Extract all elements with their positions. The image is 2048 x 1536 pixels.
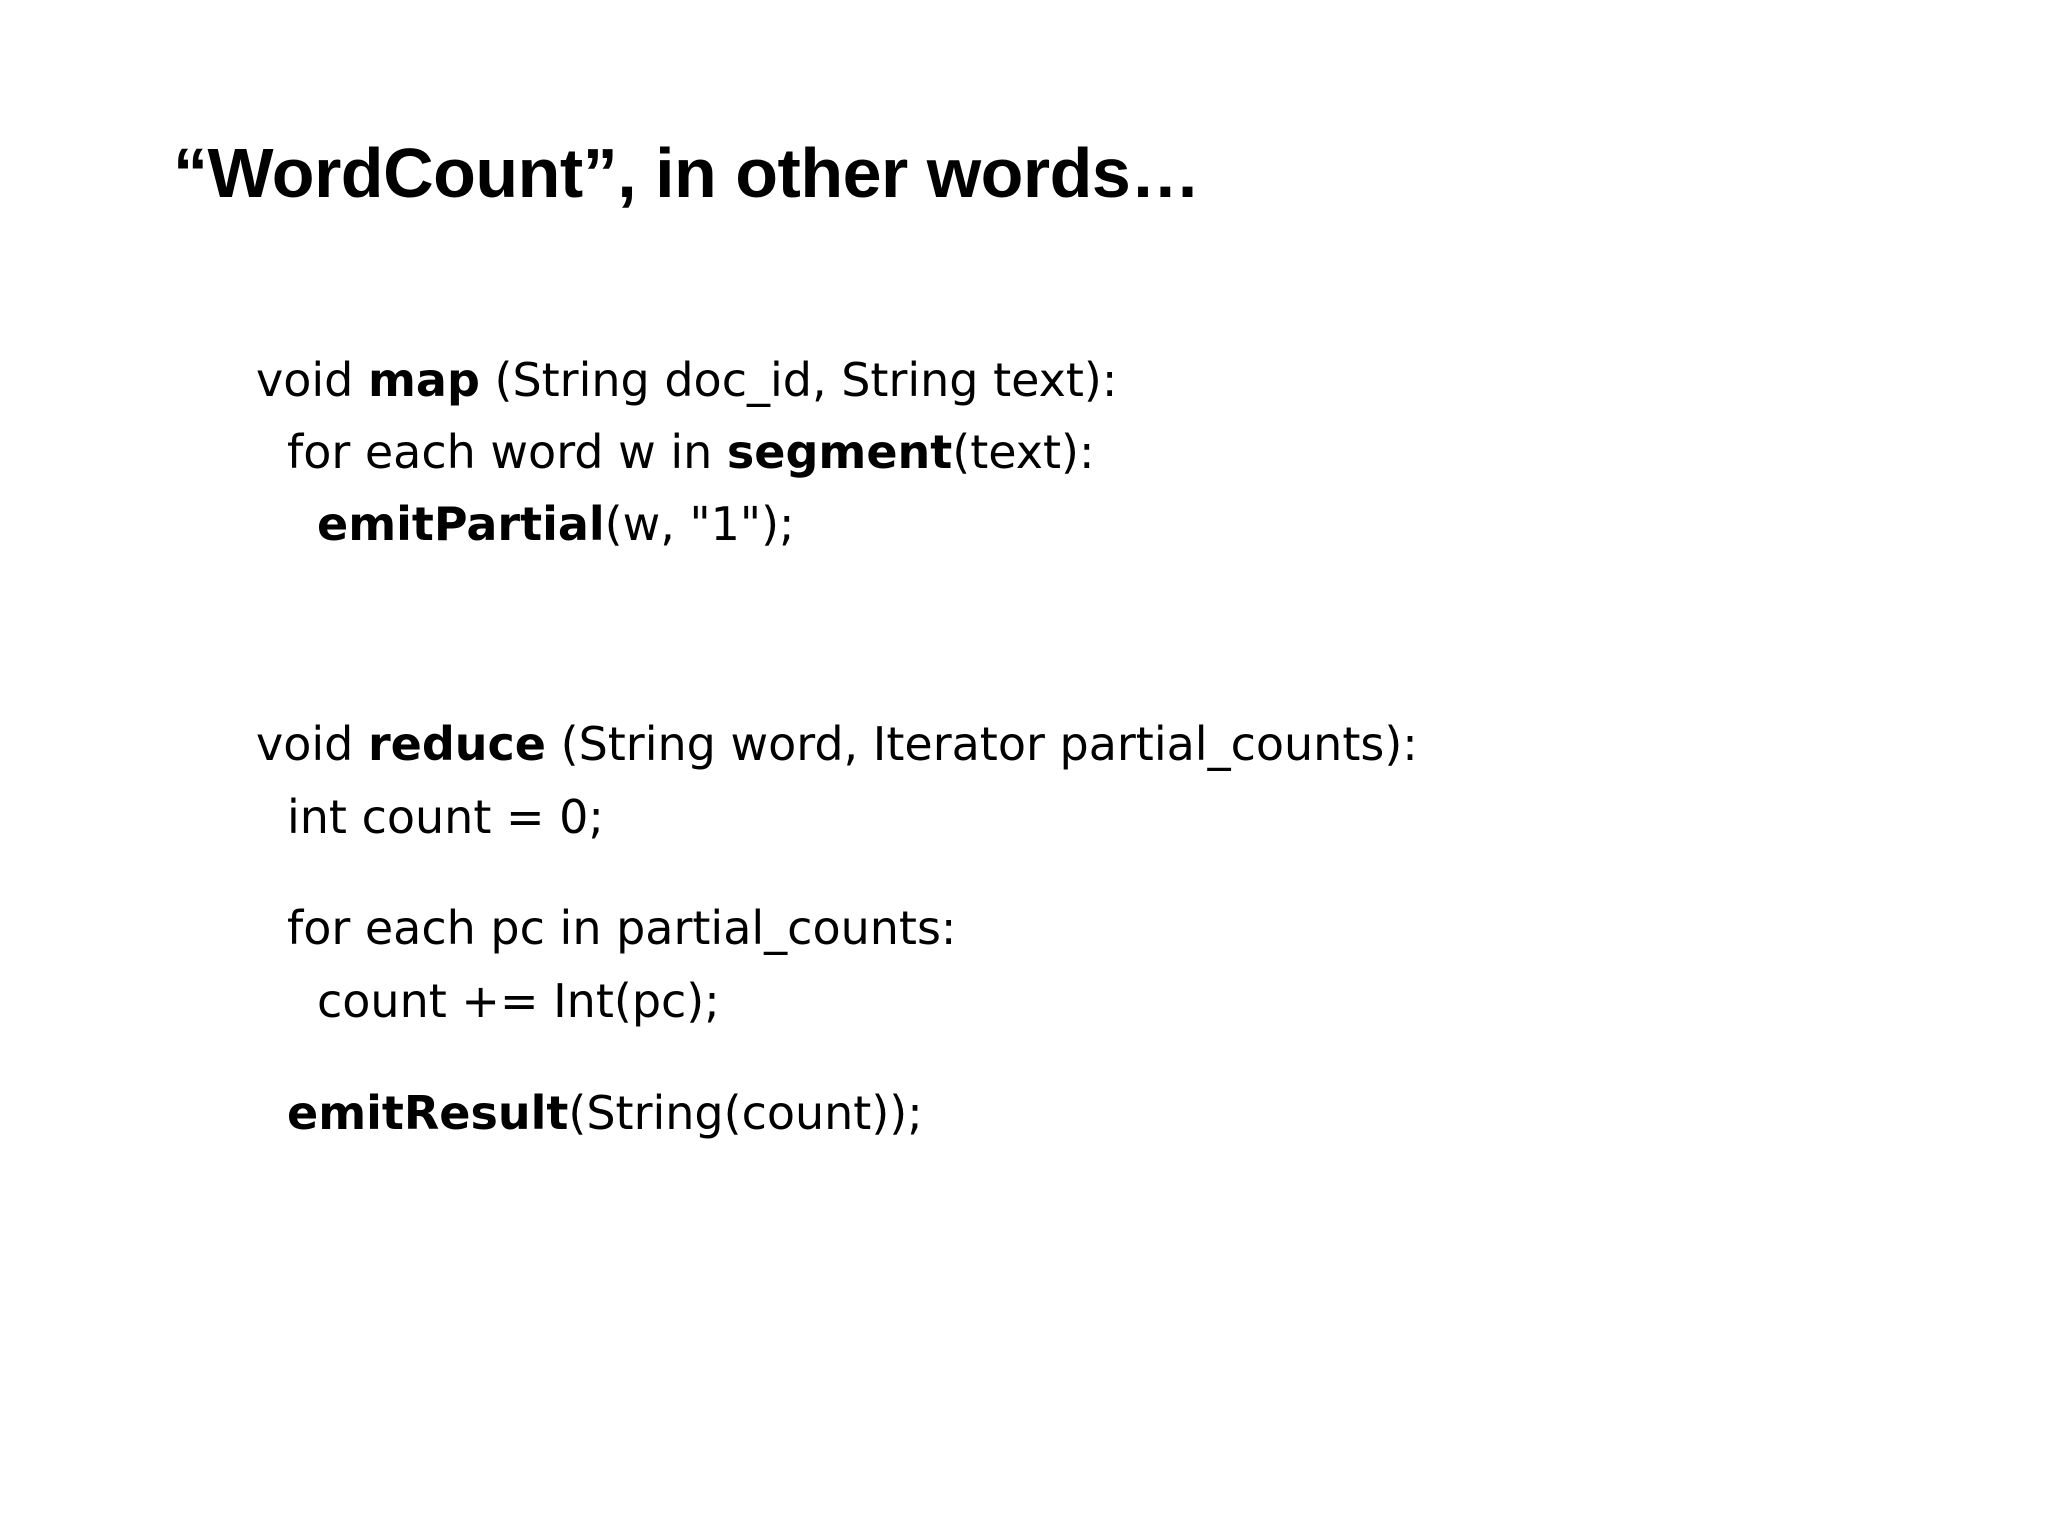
reduce-emit-args: (String(count)); xyxy=(568,1086,923,1140)
segment-keyword: segment xyxy=(726,425,953,479)
map-loop-line xyxy=(287,424,1094,480)
reduce-emit-line xyxy=(287,1085,923,1141)
reduce-signature-line xyxy=(256,716,1418,772)
reduce-init-line: int count = 0; xyxy=(287,790,604,844)
map-signature-prefix: void xyxy=(256,353,368,407)
emit-result-keyword: emitResult xyxy=(287,1086,569,1140)
map-loop-prefix: for each word w in xyxy=(287,425,727,479)
map-keyword: map xyxy=(367,353,480,407)
reduce-keyword: reduce xyxy=(367,717,546,771)
map-signature-params: (String doc_id, String text): xyxy=(479,353,1118,407)
map-emit-args: (w, "1"); xyxy=(604,497,795,551)
emit-partial-keyword: emitPartial xyxy=(317,497,605,551)
reduce-accumulate-line: count += Int(pc); xyxy=(317,974,720,1028)
map-signature-line xyxy=(256,352,1117,408)
slide-title: “WordCount”, in other words… xyxy=(173,134,1200,212)
reduce-signature-params: (String word, Iterator partial_counts): xyxy=(546,717,1418,771)
map-loop-suffix: (text): xyxy=(952,425,1095,479)
map-emit-line xyxy=(317,496,795,552)
reduce-loop-line: for each pc in partial_counts: xyxy=(287,901,957,955)
reduce-signature-prefix: void xyxy=(256,717,368,771)
